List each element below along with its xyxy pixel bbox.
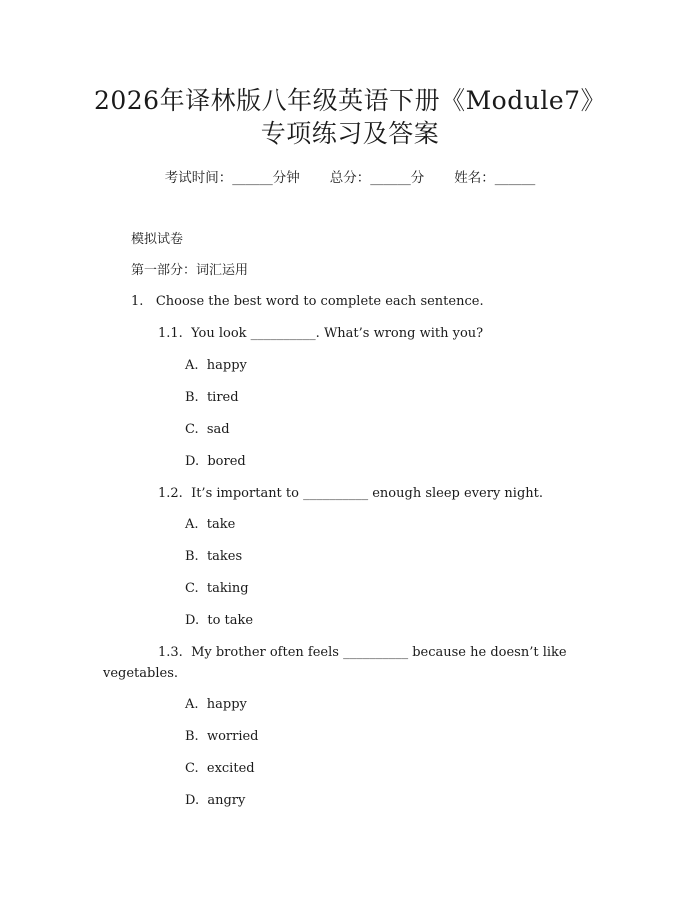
answer-option: A. happy xyxy=(185,358,247,373)
section-label: 模拟试卷 xyxy=(131,232,184,247)
exam-time-field: 考试时间：______分钟 xyxy=(164,170,300,186)
answer-option: C. taking xyxy=(185,581,249,596)
exam-score-field: 总分：______分 xyxy=(329,170,425,186)
answer-option: B. worried xyxy=(185,729,259,744)
question-1-instruction xyxy=(131,292,484,312)
answer-option: A. take xyxy=(185,517,236,532)
answer-option: B. takes xyxy=(185,549,243,564)
question-item-stem-continued: vegetables. xyxy=(103,666,179,681)
question-item-stem: 1.1. You look __________. What’s wrong with you? xyxy=(158,326,484,341)
document-title-line-1: 2026年译林版八年级英语下册《Module7》 xyxy=(93,86,607,115)
part-title: 第一部分：词汇运用 xyxy=(131,263,249,278)
answer-option: B. tired xyxy=(185,390,239,405)
answer-option: A. happy xyxy=(185,697,247,712)
answer-option: C. sad xyxy=(185,422,230,437)
document-title-line-2: 专项练习及答案 xyxy=(260,119,440,148)
exam-info xyxy=(0,168,700,188)
answer-option: D. bored xyxy=(185,454,246,469)
question-instruction-text: Choose the best word to complete each sentence. xyxy=(155,294,484,309)
answer-option: D. to take xyxy=(185,613,254,628)
answer-option: C. excited xyxy=(185,761,255,776)
question-item-stem: 1.2. It’s important to __________ enough sleep every night. xyxy=(158,486,543,501)
question-number: 1. xyxy=(131,294,144,309)
exam-name-field: 姓名：______ xyxy=(454,170,536,186)
question-item-stem: 1.3. My brother often feels __________ because he doesn’t like xyxy=(158,645,567,660)
answer-option: D. angry xyxy=(185,793,246,808)
